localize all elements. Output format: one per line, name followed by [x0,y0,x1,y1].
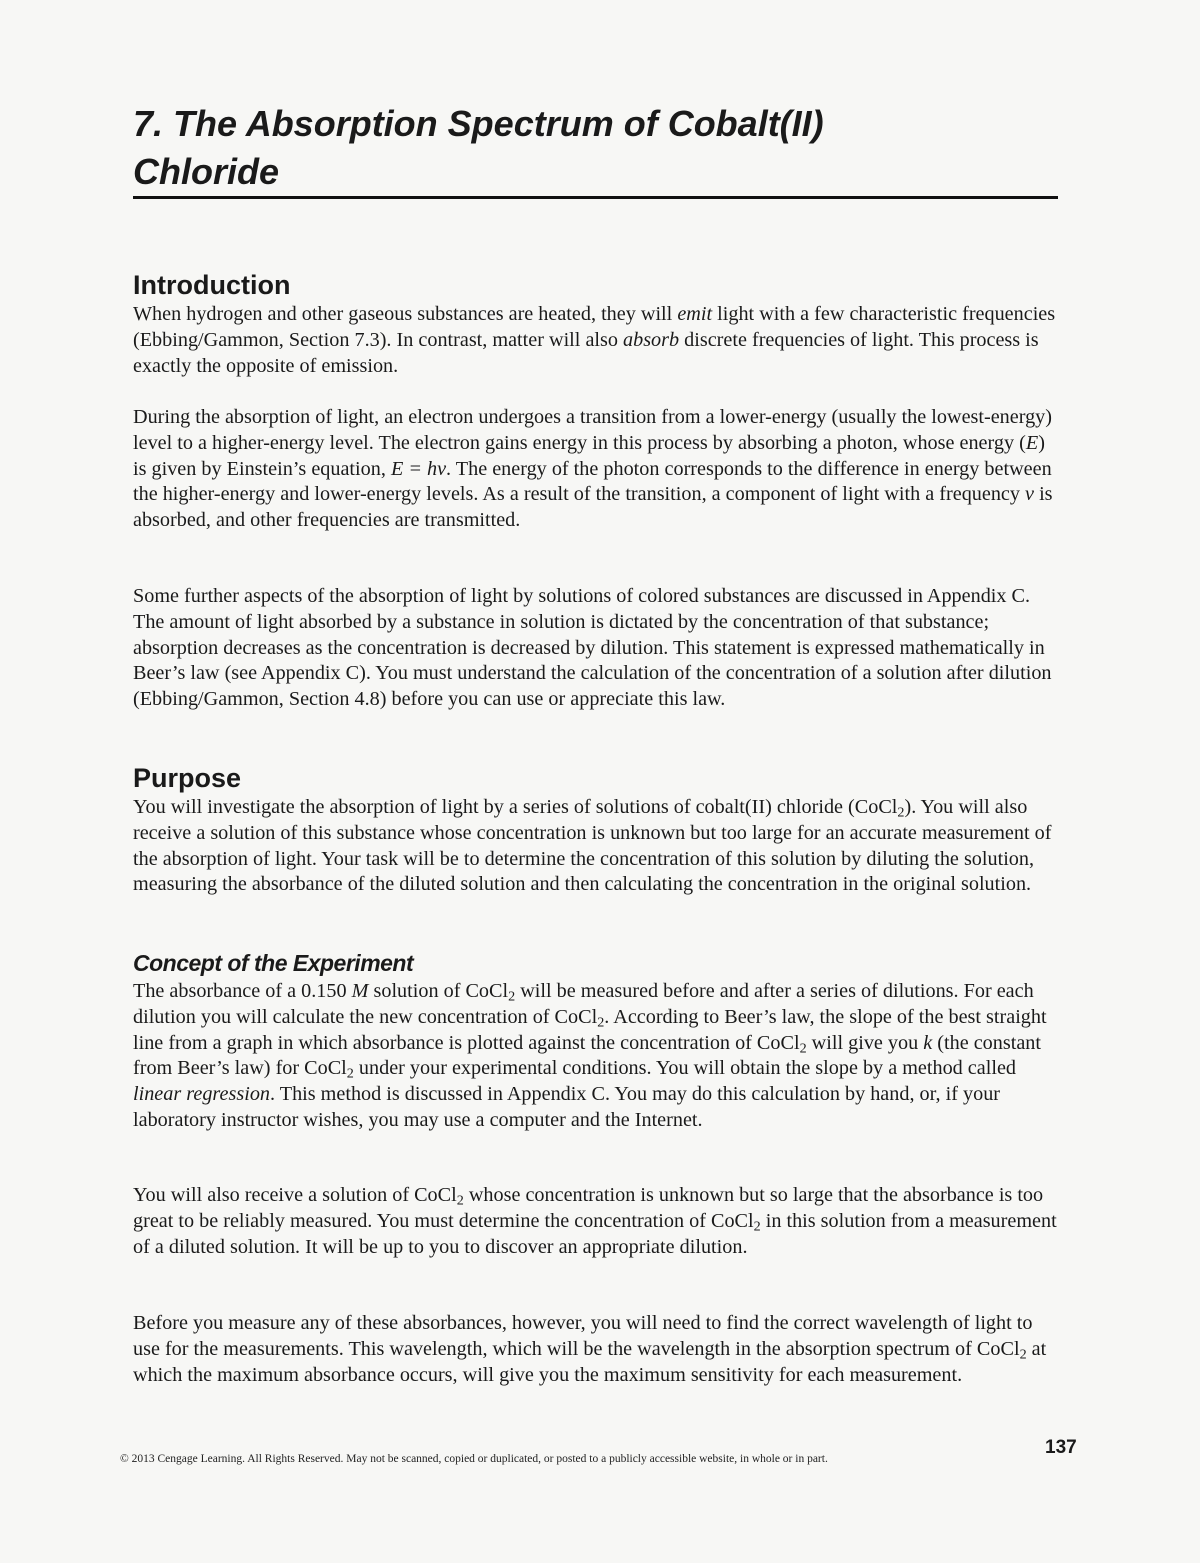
copyright-footer: © 2013 Cengage Learning. All Rights Reserved. May not be scanned, copied or duplicated, or posted to a publicly accessible website, in whole or in part. [120,1453,828,1465]
introduction-paragraph-2: During the absorption of light, an electron undergoes a transition from a lower-energy (usually the lowest-energy) level to a higher-energy level. The electron gains energy in this process by absorbing a photon, whose energy (E) is given by Einstein’s equation, E = hv. The energy of the photon corresponds to the difference in energy between the higher-energy and lower-energy levels. As a result of the transition, a component of light with a frequency v is absorbed, and other frequencies are transmitted. [133,406,1053,532]
document-page [133,100,1058,199]
page-title [133,100,1058,199]
concept-paragraph-2: You will also receive a solution of CoCl$_2$ whose concentration is unknown but so large that the absorbance is too great to be reliably measured. You must determine the concentration of CoCl$_2$ in this solution from a measurement of a diluted solution. It will be up to you to discover an appropriate dilution. [133,1184,1057,1258]
concept-paragraph-1: The absorbance of a 0.150 M solution of CoCl$_2$ will be measured before and after a series of dilutions. For each dilution you will calculate the new concentration of CoCl$_2$. According to Beer’s law, the slope of the best straight line from a graph in which absorbance is plotted against the concentration of CoCl$_2$ will give you k (the constant from Beer’s law) for CoCl$_2$ under your experimental conditions. You will obtain the slope by a method called linear regression. This method is discussed in Appendix C. You may do this calculation by hand, or, if your laboratory instructor wishes, you may use a computer and the Internet. [133,980,1047,1131]
title-line-1: 7. The Absorption Spectrum of Cobalt(II) [133,103,824,144]
introduction-heading: Introduction [133,270,291,300]
title-line-2: Chloride [133,151,280,192]
introduction-paragraph-1: When hydrogen and other gaseous substances are heated, they will emit light with a few characteristic frequencies (Ebbing/Gammon, Section 7.3). In contrast, matter will also absorb discrete frequencies of light. This process is exactly the opposite of emission. [133,303,1056,377]
purpose-heading: Purpose [133,763,242,793]
concept-paragraph-3: Before you measure any of these absorbances, however, you will need to find the correct wavelength of light to use for the measurements. This wavelength, which will be the wavelength in the absorption spectrum of CoCl$_2$ at which the maximum absorbance occurs, will give you the maximum sensitivity for each measurement. [133,1312,1047,1386]
introduction-paragraph-3: Some further aspects of the absorption of light by solutions of colored substances are discussed in Appendix C. The amount of light absorbed by a substance in solution is dictated by the concentration of that substance; absorption decreases as the concentration is decreased by dilution. This statement is expressed mathematically in Beer’s law (see Appendix C). You must understand the calculation of the concentration of a solution after dilution (Ebbing/Gammon, Section 4.8) before you can use or appreciate this law. [133,585,1052,711]
page-number: 137 [1045,1437,1077,1458]
purpose-paragraph: You will investigate the absorption of light by a series of solutions of cobalt(II) chloride (CoCl$_2$). You will also receive a solution of this substance whose concentration is unknown but too large for an accurate measurement of the absorption of light. Your task will be to determine the concentration of this solution by diluting the solution, measuring the absorbance of the diluted solution and then calculating the concentration in the original solution. [133,796,1052,896]
concept-heading: Concept of the Experiment [133,950,414,976]
